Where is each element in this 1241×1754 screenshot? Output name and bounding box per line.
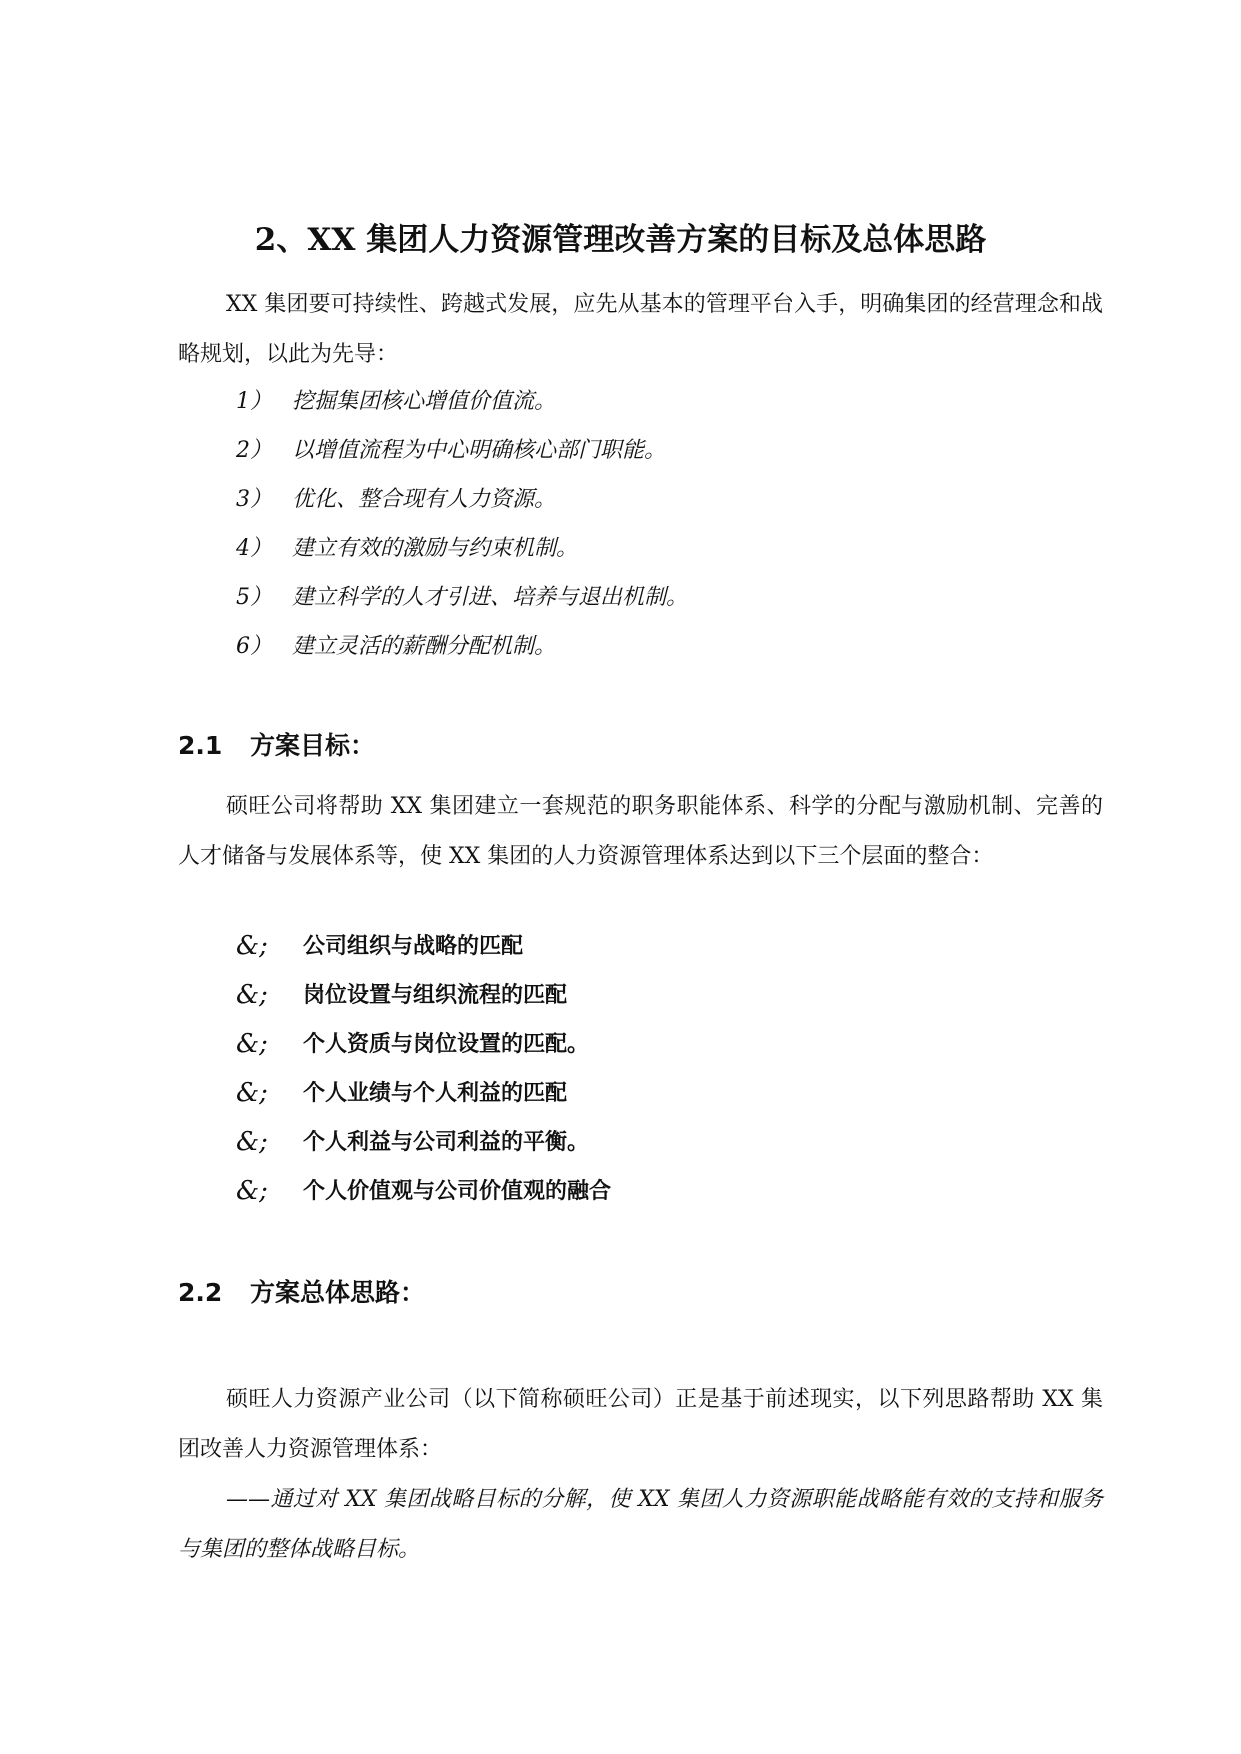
bullet-item bbox=[236, 1069, 611, 1118]
bullet-icon: &; bbox=[236, 1176, 268, 1206]
bullet-text: 个人利益与公司利益的平衡。 bbox=[303, 1130, 590, 1155]
bullet-text: 个人价值观与公司价值观的融合 bbox=[303, 1179, 612, 1204]
approach-paragraph: 硕旺人力资源产业公司（以下简称硕旺公司）正是基于前述现实，以下列思路帮助 XX 集团改善人力资源管理体系： bbox=[178, 1387, 1103, 1462]
bullet-item bbox=[236, 971, 611, 1020]
bullet-item bbox=[236, 1118, 611, 1167]
numbered-list bbox=[236, 377, 688, 671]
approach-italic-paragraph: ——通过对 XX 集团战略目标的分解，使 XX 集团人力资源职能战略能有效的支持和服务与集团的整体战略目标。 bbox=[178, 1487, 1103, 1562]
section-heading-goals bbox=[178, 726, 375, 766]
list-item-number: 5） bbox=[236, 585, 272, 610]
bullet-text: 公司组织与战略的匹配 bbox=[303, 934, 524, 959]
page-title: 2、XX 集团人力资源管理改善方案的目标及总体思路 bbox=[254, 222, 987, 258]
bullet-icon: &; bbox=[236, 980, 268, 1010]
list-item-number: 2） bbox=[236, 438, 272, 463]
list-item-text: 建立灵活的薪酬分配机制。 bbox=[292, 634, 557, 659]
list-item bbox=[236, 377, 688, 426]
list-item bbox=[236, 622, 688, 671]
bullet-icon: &; bbox=[236, 1127, 268, 1157]
bullet-icon: &; bbox=[236, 931, 268, 961]
section-heading-approach bbox=[178, 1273, 425, 1313]
bullet-list bbox=[236, 922, 611, 1216]
bullet-text: 个人业绩与个人利益的匹配 bbox=[303, 1081, 568, 1106]
bullet-text: 岗位设置与组织流程的匹配 bbox=[303, 983, 568, 1008]
goals-paragraph: 硕旺公司将帮助 XX 集团建立一套规范的职务职能体系、科学的分配与激励机制、完善的人才储备与发展体系等，使 XX 集团的人力资源管理体系达到以下三个层面的整合： bbox=[178, 794, 1103, 869]
list-item-text: 优化、整合现有人力资源。 bbox=[292, 487, 557, 512]
list-item bbox=[236, 524, 688, 573]
bullet-icon: &; bbox=[236, 1078, 268, 1108]
list-item-number: 4） bbox=[236, 536, 272, 561]
section-title: 方案总体思路： bbox=[250, 1278, 426, 1307]
list-item-text: 建立科学的人才引进、培养与退出机制。 bbox=[292, 585, 689, 610]
intro-paragraph: XX 集团要可持续性、跨越式发展，应先从基本的管理平台入手，明确集团的经营理念和战略规划，以此为先导： bbox=[178, 292, 1103, 367]
list-item-number: 3） bbox=[236, 487, 272, 512]
list-item-number: 1） bbox=[236, 389, 272, 414]
section-number: 2.2 bbox=[178, 1278, 223, 1307]
list-item bbox=[236, 573, 688, 622]
list-item-number: 6） bbox=[236, 634, 272, 659]
bullet-item bbox=[236, 1020, 611, 1069]
list-item-text: 以增值流程为中心明确核心部门职能。 bbox=[292, 438, 667, 463]
section-number: 2.1 bbox=[178, 731, 223, 760]
list-item bbox=[236, 475, 688, 524]
section-title: 方案目标： bbox=[250, 731, 376, 760]
list-item-text: 挖掘集团核心增值价值流。 bbox=[292, 389, 557, 414]
bullet-item bbox=[236, 1167, 611, 1216]
bullet-item bbox=[236, 922, 611, 971]
list-item-text: 建立有效的激励与约束机制。 bbox=[292, 536, 579, 561]
bullet-text: 个人资质与岗位设置的匹配。 bbox=[303, 1032, 590, 1057]
bullet-icon: &; bbox=[236, 1029, 268, 1059]
list-item bbox=[236, 426, 688, 475]
